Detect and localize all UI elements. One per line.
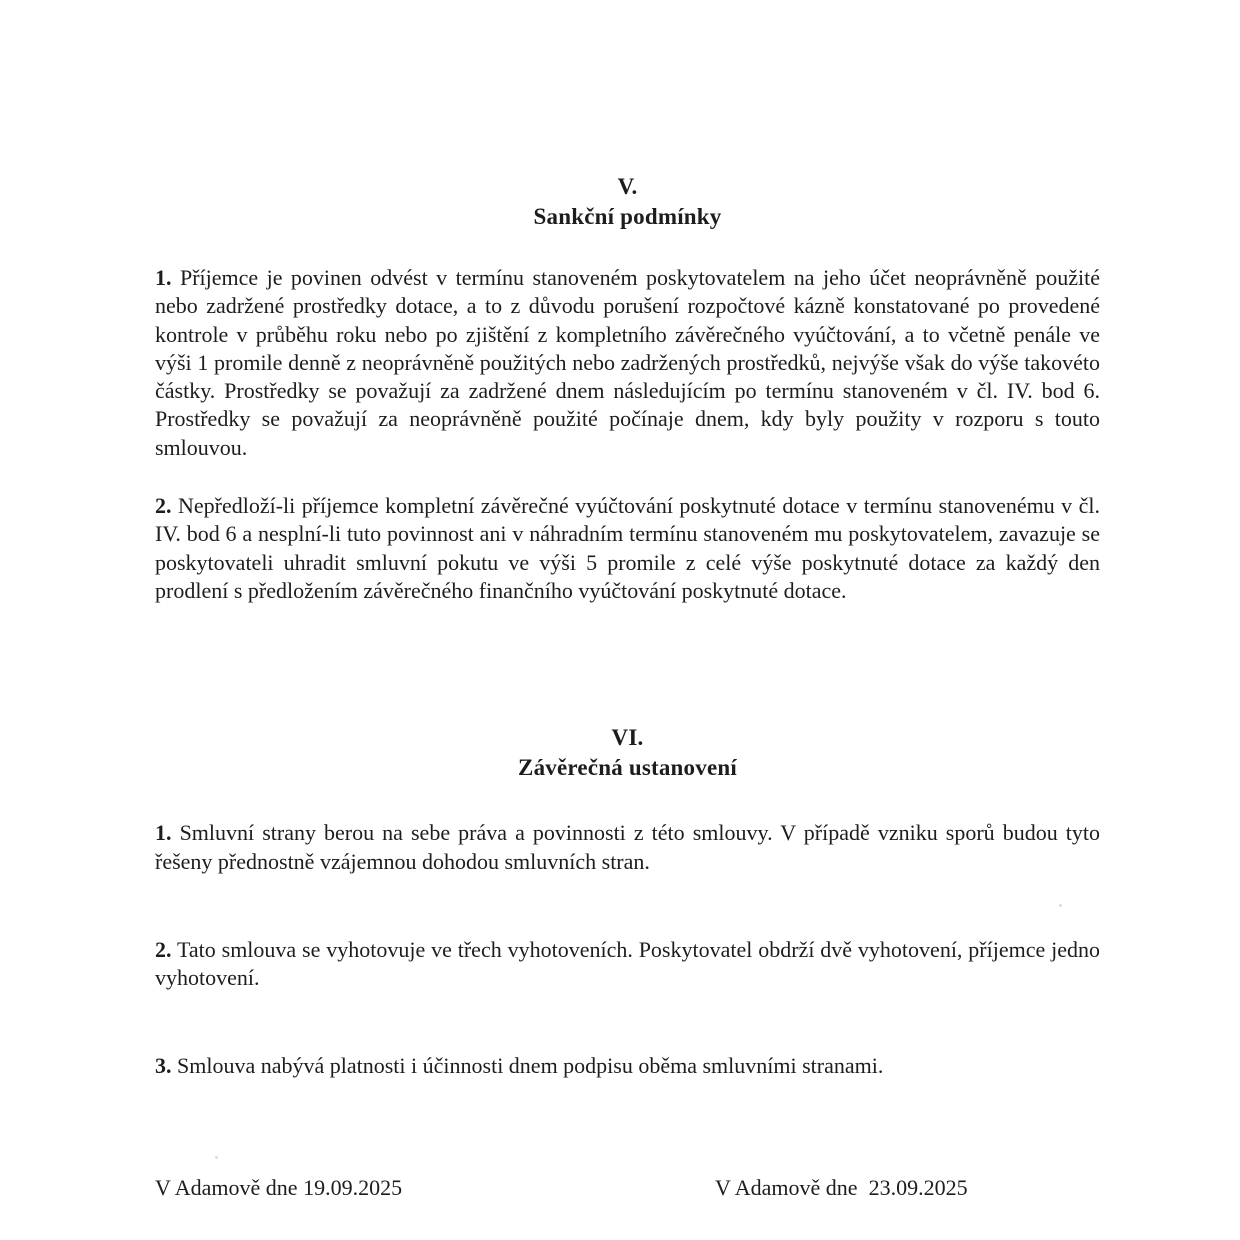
paragraph-text: Příjemce je povinen odvést v termínu stanoveném poskytovatelem na jeho účet neoprávněně použité nebo zadržené prostředky dotace, a to z důvodu porušení rozpočtové kázně konstatované po provedené kontrole v průběhu roku nebo po zjištění z kompletního závěrečného vyúčtování, a to včetně penále ve výši 1 promile denně z neoprávněně použitých nebo zadržených prostředků, nejvýše však do výše takovéto částky. Prostředky se považují za zadržené dnem následujícím po termínu stanoveném v čl. IV. bod 6. Prostředky se považují za neoprávněně použité počínaje dnem, kdy byly použity v rozporu s touto smlouvou.: [155, 265, 1100, 460]
paragraph-number: 3.: [155, 1053, 172, 1079]
paragraph-spacer: [155, 462, 1100, 492]
paragraph-spacer: [155, 992, 1100, 1052]
paragraph-text: Smlouva nabývá platnosti i účinnosti dnem podpisu oběma smluvními stranami.: [177, 1053, 884, 1079]
paragraph-spacer: [155, 876, 1100, 936]
paragraph-number: 2.: [155, 936, 172, 962]
scan-artifact-dot: [215, 1156, 218, 1159]
paragraph-text: Smluvní strany berou na sebe práva a povinnosti z této smlouvy. V případě vzniku sporů budou tyto řešeny přednostně vzájemnou dohodou smluvních stran.: [155, 820, 1100, 874]
section-v-paragraph-1: [155, 264, 1100, 462]
signature-date-provider: V Adamově dne 19.09.2025: [155, 1175, 403, 1200]
section-vi-paragraph-3: [155, 1052, 1100, 1080]
section-vi-paragraph-2: [155, 936, 1100, 993]
paragraph-number: 1.: [155, 265, 172, 290]
signature-dates-row: [155, 1174, 1100, 1202]
section-vi-heading: [155, 723, 1100, 783]
paragraph-text: Nepředloží-li příjemce kompletní závěrečné vyúčtování poskytnuté dotace v termínu stanovenému v čl. IV. bod 6 a nesplní-li tuto povinnost ani v náhradním termínu stanoveném mu poskytovatelem, zavazuje se poskytovateli uhradit smluvní pokutu ve výši 5 promile z celé výše poskytnuté dotace za každý den prodlení s předložením závěrečného finančního vyúčtování poskytnuté dotace.: [155, 493, 1101, 603]
section-v-title: Sankční podmínky: [533, 204, 722, 229]
signature-date-recipient: V Adamově dne 23.09.2025: [715, 1175, 968, 1200]
section-vi-paragraph-1: [155, 819, 1100, 876]
section-v-heading: [155, 172, 1100, 232]
paragraph-text: Tato smlouva se vyhotovuje ve třech vyhotoveních. Poskytovatel obdrží dvě vyhotovení, příjemce jedno vyhotovení.: [155, 936, 1100, 991]
paragraph-number: 2.: [155, 493, 172, 519]
section-vi-title: Závěrečná ustanovení: [518, 755, 737, 781]
scan-artifact-dot: [1059, 904, 1062, 907]
section-v-paragraph-2: [155, 492, 1100, 605]
section-v-number: V.: [617, 174, 638, 199]
paragraph-number: 1.: [155, 820, 172, 846]
section-vi-number: VI.: [611, 725, 644, 751]
